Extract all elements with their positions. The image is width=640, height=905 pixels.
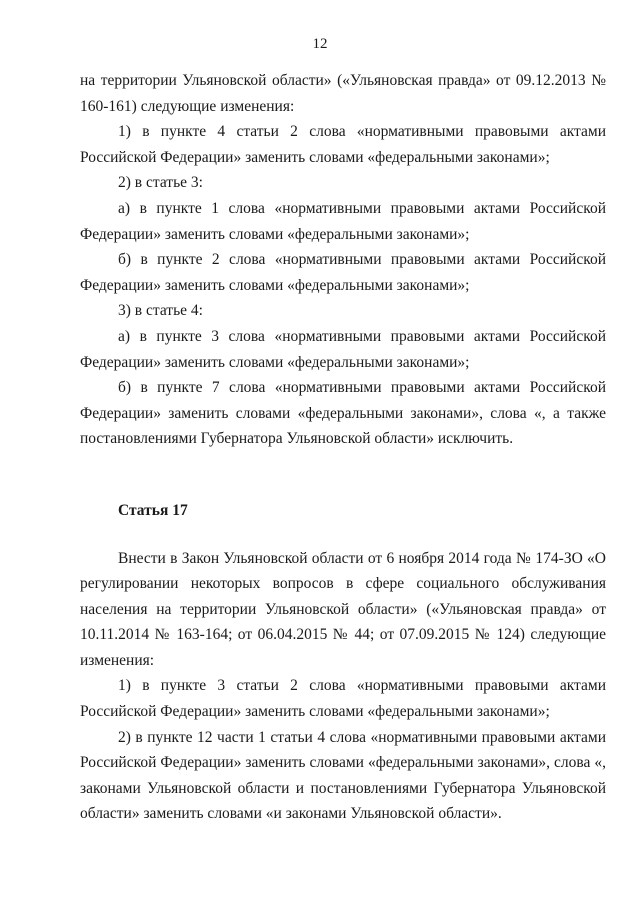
paragraph: 1) в пункте 3 статьи 2 слова «нормативными правовыми актами Российской Федерации» заменить словами «федеральными законами»; bbox=[80, 677, 606, 721]
paragraph: 2) в пункте 12 части 1 статьи 4 слова «нормативными правовыми актами Российской Федерации» заменить словами «федеральными законами», слова «, законами Ульяновской области и постановлениями Губернатора Ульяновской области» заменить словами «и законами Ульяновской области». bbox=[80, 728, 606, 823]
paragraph: а) в пункте 1 слова «нормативными правовыми актами Российской Федерации» заменить словами «федеральными законами»; bbox=[80, 199, 606, 243]
document-body bbox=[80, 68, 606, 827]
paragraph: 3) в статье 4: bbox=[118, 302, 203, 320]
paragraph: б) в пункте 2 слова «нормативными правовыми актами Российской Федерации» заменить словами «федеральными законами»; bbox=[80, 251, 606, 294]
paragraph: Внести в Закон Ульяновской области от 6 ноября 2014 года № 174-ЗО «О регулировании некоторых вопросов в сфере социального обслуживания населения на территории Ульяновской области» («Ульяновская правда» от 10.11.2014 № 163-164; от 06.04.2015 № 44; от 07.09.2015 № 124) следующие изменения: bbox=[80, 549, 606, 669]
paragraph: 2) в статье 3: bbox=[118, 174, 203, 192]
article-heading: Статья 17 bbox=[118, 501, 188, 519]
paragraph: а) в пункте 3 слова «нормативными правовыми актами Российской Федерации» заменить словами «федеральными законами»; bbox=[80, 327, 606, 371]
paragraph: 1) в пункте 4 статьи 2 слова «нормативными правовыми актами Российской Федерации» заменить словами «федеральными законами»; bbox=[80, 123, 606, 166]
paragraph: на территории Ульяновской области» («Ульяновская правда» от 09.12.2013 № 160-161) следующие изменения: bbox=[80, 72, 606, 115]
paragraph: б) в пункте 7 слова «нормативными правовыми актами Российской Федерации» заменить словами «федеральными законами», слова «, а также постановлениями Губернатора Ульяновской области» исключить. bbox=[80, 379, 606, 448]
page-number: 12 bbox=[312, 36, 328, 52]
